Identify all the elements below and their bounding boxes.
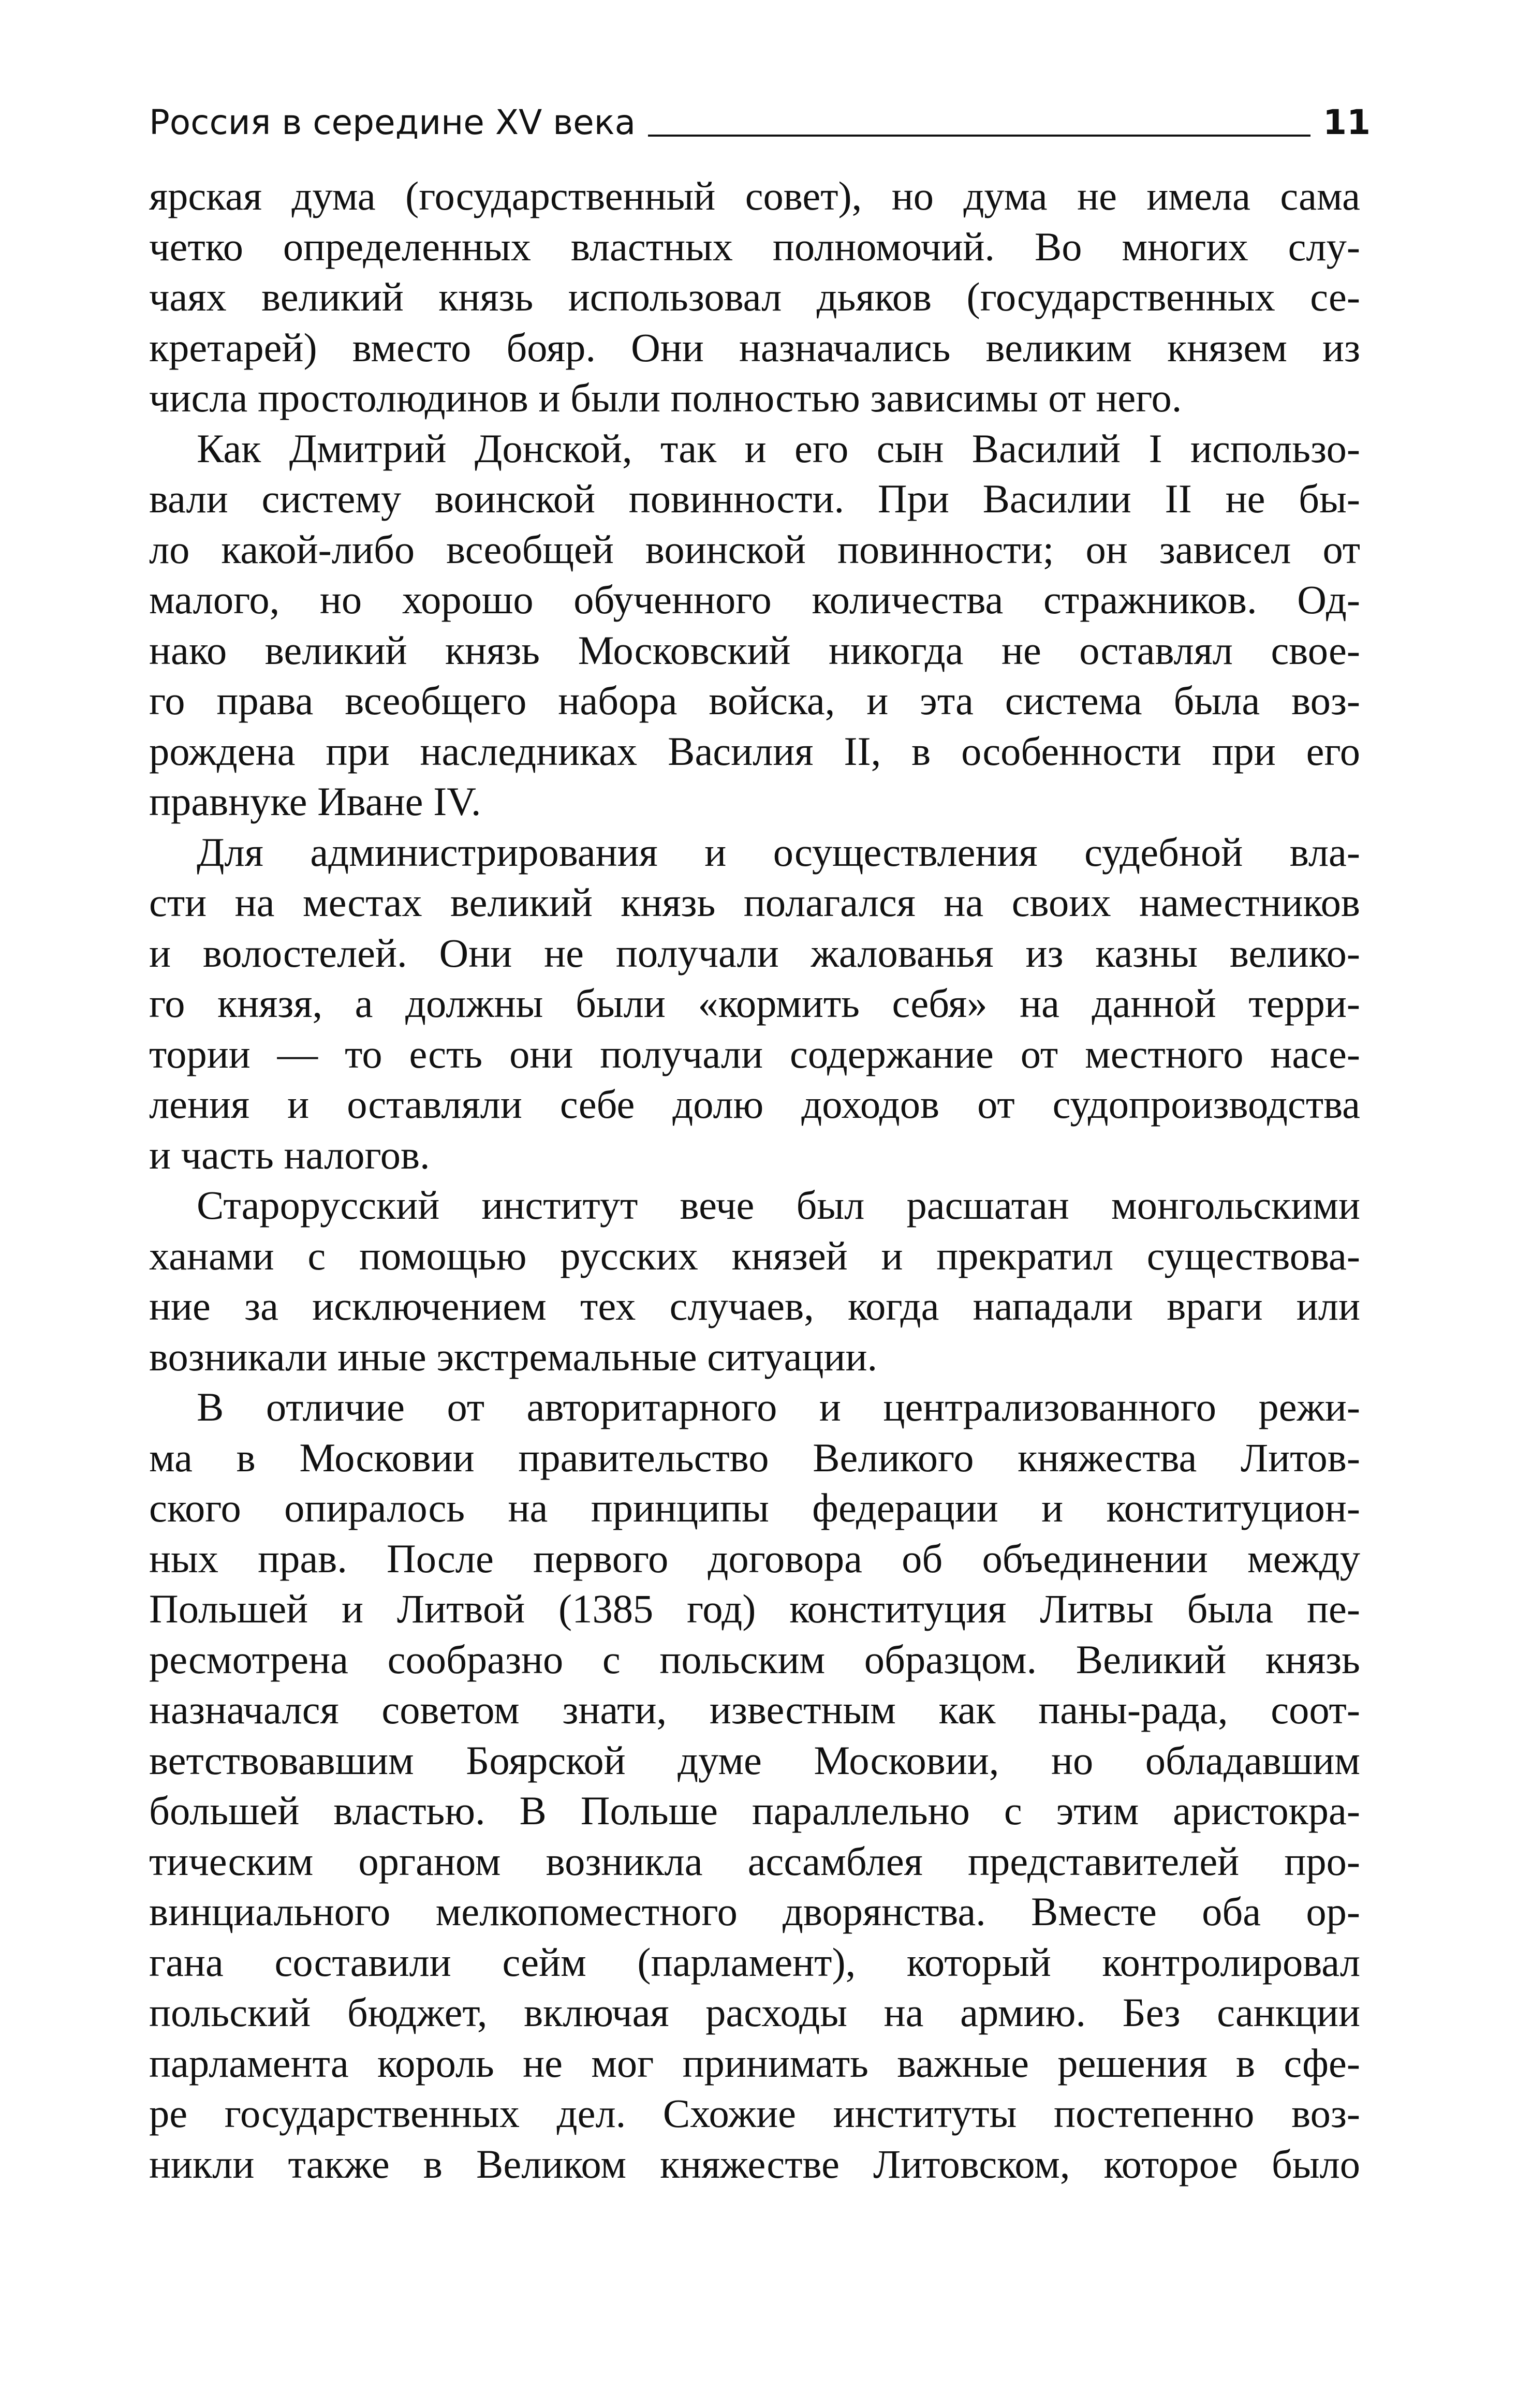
text-line: тории — то есть они получали содержание от местного насе- xyxy=(149,1031,1360,1076)
text-line: ления и оставляли себе долю доходов от судопроизводства xyxy=(149,1082,1360,1127)
text-line: ре государственных дел. Схожие институты постепенно воз- xyxy=(149,2091,1360,2136)
text-line: числа простолюдинов и были полностью зависимы от него. xyxy=(149,375,1182,420)
text-line: четко определенных властных полномочий. Во многих слу- xyxy=(149,224,1360,269)
text-line: Как Дмитрий Донской, так и его сын Василий I использо- xyxy=(197,425,1360,471)
paragraph xyxy=(149,827,1360,1180)
paragraph xyxy=(149,423,1360,827)
page-number: 11 xyxy=(1323,102,1371,142)
text-line: рождена при наследниках Василия II, в особенности при его xyxy=(149,728,1360,774)
text-line: кретарей) вместо бояр. Они назначались великим князем из xyxy=(149,324,1360,370)
text-line: ных прав. После первого договора об объединении между xyxy=(149,1535,1360,1581)
text-line: Старорусский институт вече был расшатан монгольскими xyxy=(197,1183,1360,1228)
text-line: Польшей и Литвой (1385 год) конституция Литвы была пе- xyxy=(149,1586,1360,1631)
text-line: сти на местах великий князь полагался на своих наместников xyxy=(149,880,1360,925)
text-line: ние за исключением тех случаев, когда нападали враги или xyxy=(149,1283,1360,1328)
text-line: ло какой-либо всеобщей воинской повинности; он зависел от xyxy=(149,526,1360,572)
text-line: большей властью. В Польше параллельно с этим аристокра- xyxy=(149,1788,1360,1833)
body-text xyxy=(149,171,1360,2189)
paragraph xyxy=(149,171,1360,423)
text-line: ресмотрена сообразно с польским образцом. Великий князь xyxy=(149,1636,1360,1682)
text-line: ветствовавшим Боярской думе Московии, но обладавшим xyxy=(149,1737,1360,1783)
text-line: ского опиралось на принципы федерации и конституцион- xyxy=(149,1485,1360,1530)
running-head xyxy=(149,88,1371,145)
text-line: и волостелей. Они не получали жалованья из казны велико- xyxy=(149,930,1360,976)
text-line: ханами с помощью русских князей и прекратил существова- xyxy=(149,1233,1360,1278)
text-line: Для администрирования и осуществления судебной вла- xyxy=(197,829,1360,875)
running-head-rule xyxy=(648,135,1310,137)
text-line: ярская дума (государственный совет), но дума не имела сама xyxy=(149,173,1360,218)
text-line: польский бюджет, включая расходы на армию. Без санкции xyxy=(149,1990,1360,2035)
text-line: го права всеобщего набора войска, и эта система была воз- xyxy=(149,678,1360,723)
text-line: малого, но хорошо обученного количества стражников. Од- xyxy=(149,577,1360,622)
text-line: парламента король не мог принимать важные решения в сфе- xyxy=(149,2040,1360,2086)
text-line: возникали иные экстремальные ситуации. xyxy=(149,1334,878,1379)
text-line: никли также в Великом княжестве Литовском, которое было xyxy=(149,2141,1360,2187)
text-line: В отличие от авторитарного и централизованного режи- xyxy=(197,1384,1360,1429)
text-line: вали систему воинской повинности. При Василии II не бы- xyxy=(149,476,1360,521)
text-line: ма в Московии правительство Великого княжества Литов- xyxy=(149,1435,1360,1480)
paragraph xyxy=(149,1180,1360,1382)
text-line: тическим органом возникла ассамблея представителей про- xyxy=(149,1838,1360,1884)
text-line: го князя, а должны были «кормить себя» на данной терри- xyxy=(149,981,1360,1026)
text-line: правнуке Иване IV. xyxy=(149,779,481,824)
text-line: и часть налогов. xyxy=(149,1132,430,1177)
text-line: чаях великий князь использовал дьяков (государственных се- xyxy=(149,274,1360,319)
paragraph xyxy=(149,1382,1360,2189)
text-line: нако великий князь Московский никогда не оставлял свое- xyxy=(149,627,1360,673)
running-head-title: Россия в середине XV века xyxy=(149,102,636,142)
text-line: винциального мелкопоместного дворянства. Вместе оба ор- xyxy=(149,1889,1360,1934)
text-line: назначался советом знати, известным как паны-рада, соот- xyxy=(149,1687,1360,1732)
text-line: гана составили сейм (парламент), который контролировал xyxy=(149,1939,1360,1985)
